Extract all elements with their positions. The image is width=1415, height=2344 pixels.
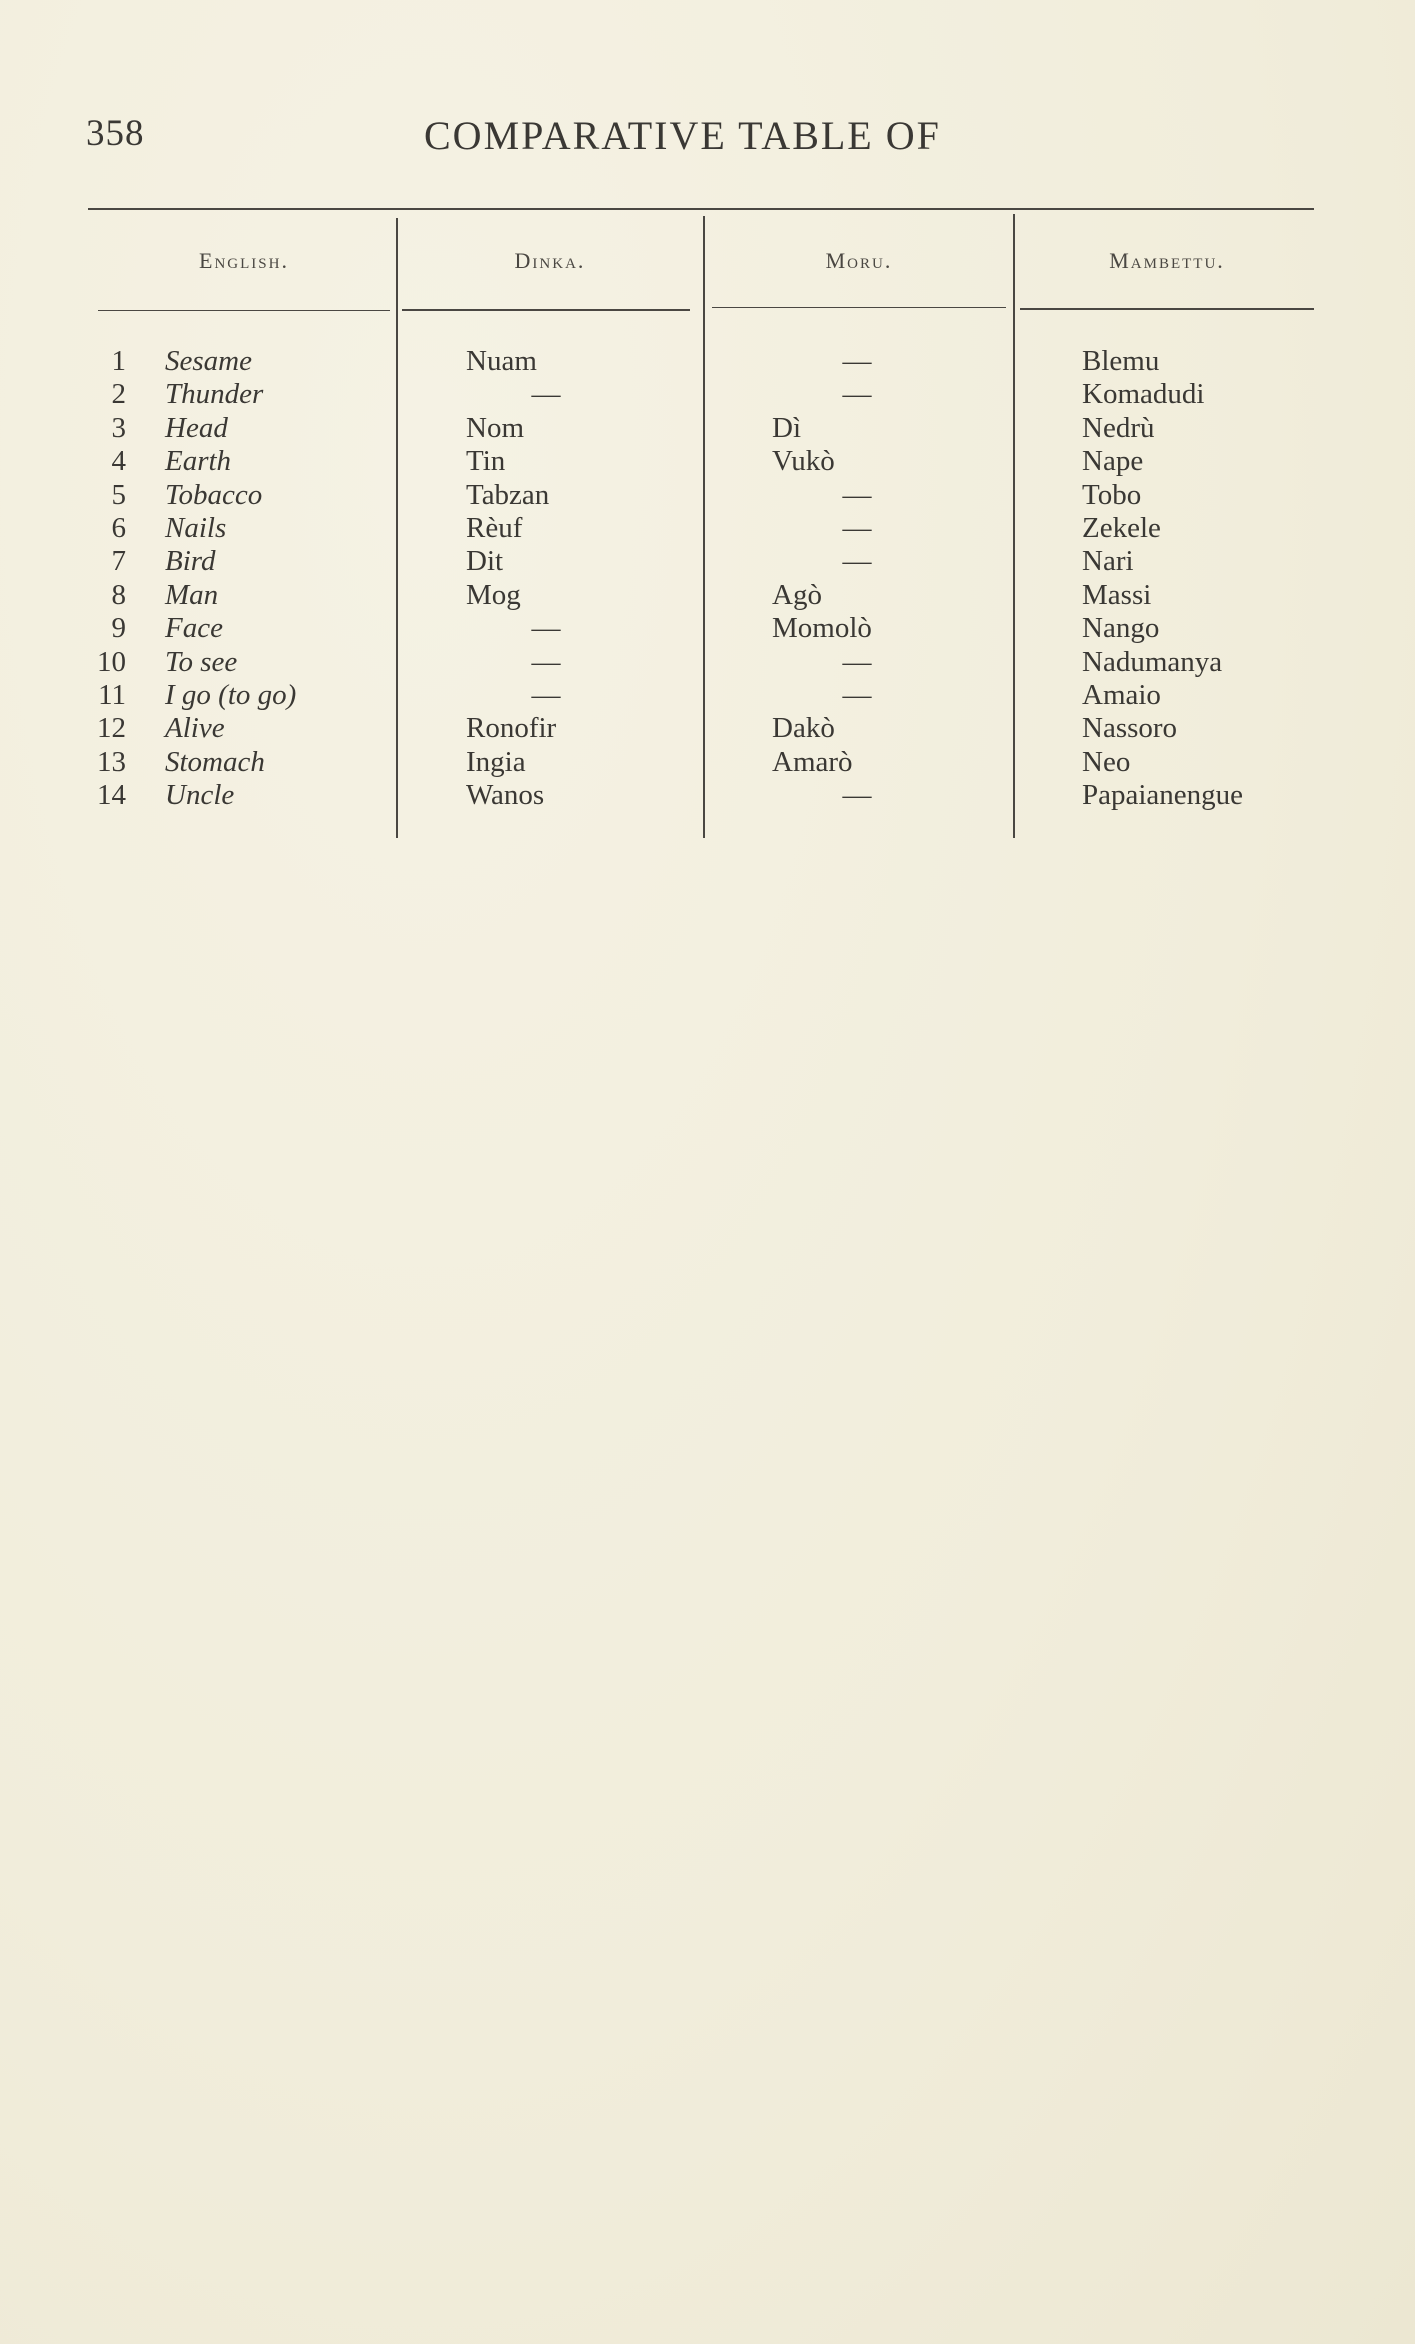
row-number: 8: [111, 578, 126, 611]
row-number: 12: [97, 712, 126, 745]
moru-word: —: [842, 345, 872, 377]
row-number: 2: [111, 378, 126, 411]
moru-word: Dì: [772, 411, 801, 444]
dinka-word: Wanos: [466, 779, 545, 812]
table-row: [0, 579, 1415, 612]
table-row: [0, 479, 1415, 512]
dinka-word: —: [531, 679, 561, 711]
moru-word: —: [842, 679, 872, 711]
row-number: 3: [111, 411, 126, 444]
english-word: Alive: [165, 712, 225, 745]
table-row: [0, 779, 1415, 812]
mambettu-word: Tobo: [1082, 478, 1142, 511]
mambettu-word: Komadudi: [1082, 378, 1205, 411]
dinka-word: Ingia: [466, 745, 526, 778]
mambettu-word: Nadumanya: [1082, 645, 1223, 678]
header-underline-moru: [712, 307, 1006, 308]
header-underline-english: [98, 310, 390, 311]
table-row: [0, 612, 1415, 645]
english-word: Uncle: [165, 779, 235, 812]
mambettu-word: Nango: [1082, 612, 1160, 645]
moru-word: Amarò: [772, 745, 853, 778]
table-row: [0, 412, 1415, 445]
table-row: [0, 545, 1415, 578]
moru-word: Momolò: [772, 612, 872, 645]
row-number: 7: [111, 545, 126, 578]
row-number: 14: [97, 779, 126, 812]
dinka-word: Tabzan: [466, 478, 550, 511]
row-number: 1: [111, 345, 126, 377]
english-word: I go (to go): [165, 679, 297, 711]
column-header-moru: Moru.: [825, 248, 893, 273]
moru-word: —: [842, 779, 872, 812]
mambettu-word: Neo: [1082, 745, 1131, 778]
moru-word: —: [842, 512, 872, 544]
row-number: 11: [98, 679, 126, 711]
dinka-word: Tin: [466, 445, 506, 478]
mambettu-word: Nari: [1082, 545, 1134, 578]
mambettu-word: Nedrù: [1082, 411, 1155, 444]
row-number: 6: [111, 512, 126, 544]
english-word: Stomach: [165, 745, 265, 778]
english-word: Earth: [165, 445, 232, 478]
english-word: Bird: [165, 545, 216, 578]
dinka-word: —: [531, 612, 561, 645]
mambettu-word: Massi: [1082, 578, 1152, 611]
dinka-word: Nom: [466, 411, 524, 444]
page-number: 358: [86, 113, 145, 154]
english-word: Thunder: [165, 378, 264, 411]
row-number: 5: [111, 478, 126, 511]
moru-word: —: [842, 645, 872, 678]
english-word: Face: [165, 612, 223, 645]
english-word: Nails: [165, 512, 227, 544]
table-row: [0, 679, 1415, 712]
moru-word: —: [842, 378, 872, 411]
table-row: [0, 345, 1415, 378]
mambettu-word: Nassoro: [1082, 712, 1178, 745]
moru-word: Agò: [772, 578, 822, 611]
table-row: [0, 646, 1415, 679]
mambettu-word: Amaio: [1082, 679, 1161, 711]
dinka-word: Rèuf: [466, 512, 523, 544]
mambettu-word: Zekele: [1082, 512, 1161, 544]
table-row: [0, 712, 1415, 745]
dinka-word: Dit: [466, 545, 504, 578]
english-word: Tobacco: [165, 478, 263, 511]
column-header-dinka: Dinka.: [514, 248, 586, 273]
english-word: To see: [165, 645, 238, 678]
english-word: Sesame: [165, 345, 252, 377]
row-number: 9: [111, 612, 126, 645]
row-number: 13: [97, 745, 126, 778]
column-header-mambettu: Mambettu.: [1109, 248, 1225, 273]
moru-word: Vukò: [772, 445, 835, 478]
row-number: 10: [97, 645, 126, 678]
header-underline-mambettu: [1020, 308, 1314, 310]
table-row: [0, 512, 1415, 545]
mambettu-word: Papaianengue: [1082, 779, 1244, 812]
table-row: [0, 445, 1415, 478]
moru-word: —: [842, 478, 872, 511]
mambettu-word: Nape: [1082, 445, 1144, 478]
english-word: Head: [165, 411, 228, 444]
moru-word: —: [842, 545, 872, 578]
column-header-english: English.: [199, 248, 289, 273]
table-top-rule: [88, 208, 1314, 210]
dinka-word: Ronofir: [466, 712, 557, 745]
english-word: Man: [165, 578, 219, 611]
header-underline-dinka: [402, 309, 690, 311]
dinka-word: Mog: [466, 578, 521, 611]
running-title: COMPARATIVE TABLE OF: [424, 113, 941, 158]
dinka-word: —: [531, 645, 561, 678]
dinka-word: —: [531, 378, 561, 411]
dinka-word: Nuam: [466, 345, 537, 377]
moru-word: Dakò: [772, 712, 835, 745]
mambettu-word: Blemu: [1082, 345, 1160, 377]
table-row: [0, 378, 1415, 411]
table-row: [0, 746, 1415, 779]
row-number: 4: [111, 445, 126, 478]
